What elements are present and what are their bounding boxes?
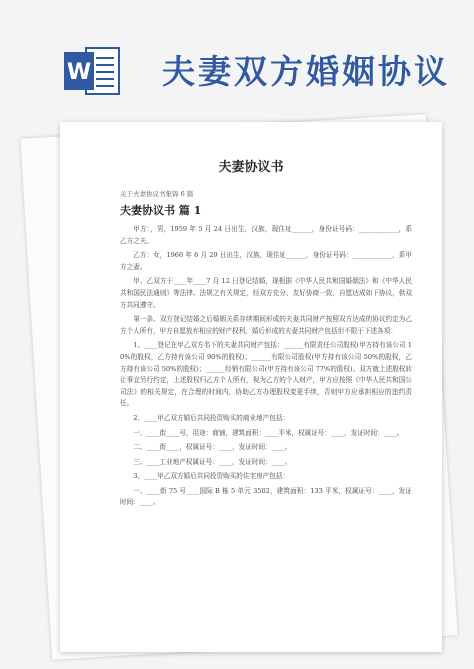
document-body xyxy=(120,224,412,512)
paragraph: 三、____工业地产权属证号：____，发证时间：____。 xyxy=(133,457,292,466)
word-document-icon xyxy=(64,44,122,98)
paragraph: 第一条、双方登记结婚之后婚姻关系存续期间形成的夫妻共同财产按照双方达成的协议约定为乙方个人所有，甲方自愿放弃相应的财产权利，婚后形成的夫妻共同财产包括但不限于下述各项： xyxy=(120,315,412,335)
section-title: 夫妻协议书 篇 1 xyxy=(120,204,202,217)
paragraph: 3、____甲乙双方婚后共同投资购买的住宅房产包括： xyxy=(133,472,290,481)
paragraph: 甲方：，男，1959 年 5 月 24 日出生，汉族，现住址______，身份证号码：____________，系乙方之夫。 xyxy=(120,225,412,245)
paragraph: 1、____登记在甲乙双方名下的夫妻共同财产包括：______有限责任公司股权(甲方持有该公司 10%的股权，乙方持有该公司 90%的股权)；______有限公司股权(甲方持有该公司 50%的股权，乙方持有该公司 50%的股权)；______经销有限公司(甲方持有该公司 77%的股权)。双方就上述股权转让事宜另行约定，上述股权归乙方个人所有，视为乙方的个人财产，甲方应按照《中华人民共和国公司法》的相关规定，在合理的时间内，协助乙方办理股权变更手续，否则甲方应承担相应的违约责任。 xyxy=(120,341,412,408)
document-title: 夫妻协议书 xyxy=(218,160,284,175)
banner-header xyxy=(0,0,474,100)
paragraph: 甲、乙双方于____年____7 月 12 日登记结婚，现根据《中华人民共和国婚姻法》和《中华人民共和国民法通则》等法律、法规之有关规定，经双方充分、友好协商一致，自愿达成如下协议，供双方共同遵守。 xyxy=(120,277,412,309)
paragraph: 一、____街 75 号____国际 B 栋 5 单元 3502，建筑面积：133 平米，权属证号：____，发证时间：____。 xyxy=(120,486,412,507)
paragraph: 二、____街____，权属证号：____，发证时间：____。 xyxy=(133,443,292,452)
paragraph: 一、____街____号，用途：商铺，建筑面积：____平米，权属证号：____，发证时间：____。 xyxy=(133,428,404,437)
word-icon-letter: W xyxy=(66,60,92,85)
paragraph: 2、____甲乙双方婚后共同投资购买的商业地产包括： xyxy=(133,413,290,422)
page-title: 夫妻双方婚姻协议 xyxy=(162,52,450,91)
document-page xyxy=(60,122,442,652)
source-line: 关于夫妻协议书集锦 6 篇 xyxy=(120,190,194,198)
paragraph: 乙方：女，1966 年 6 月 29 日出生，汉族，现住址______，身份证号码：____________，系甲方之妻。 xyxy=(120,251,412,271)
